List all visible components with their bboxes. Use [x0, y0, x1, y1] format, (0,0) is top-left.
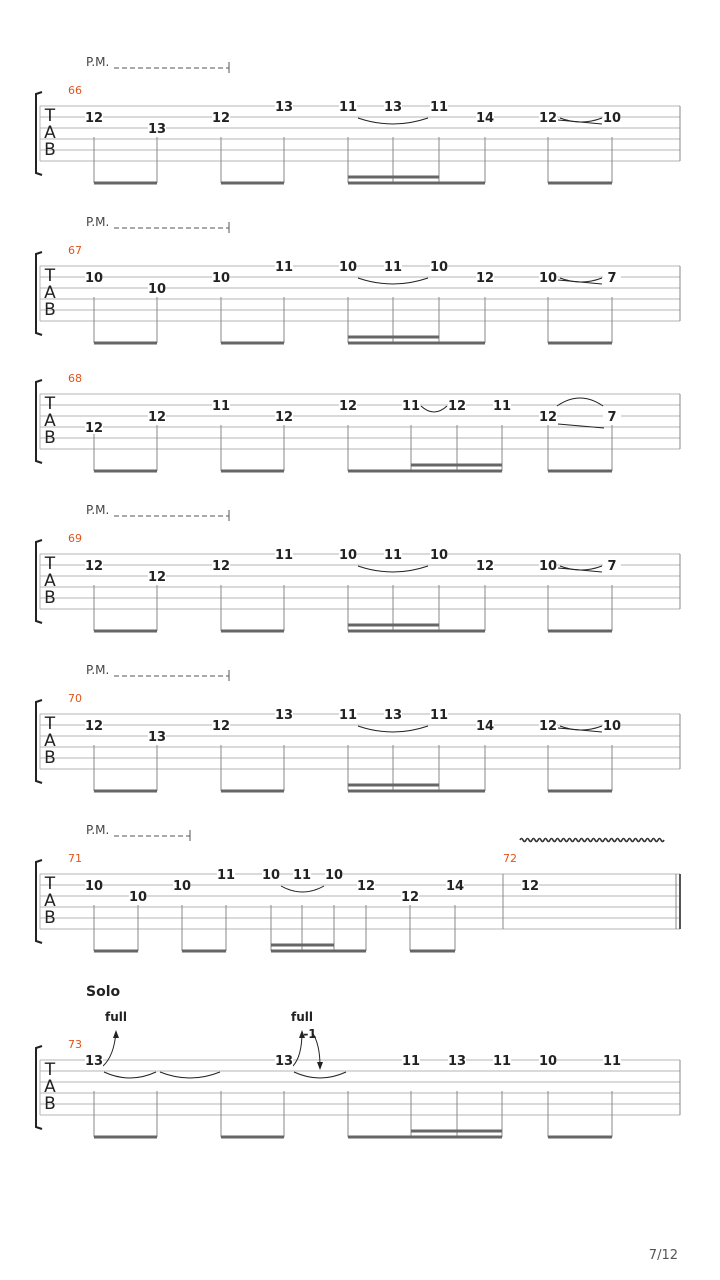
slur	[560, 278, 602, 282]
fret-number: 10	[338, 260, 358, 275]
fret-number: 12	[538, 410, 558, 425]
fret-number: 10	[538, 1054, 558, 1069]
fret-number: 11	[292, 868, 312, 883]
fret-number: 12	[147, 570, 167, 585]
fret-number: 11	[383, 548, 403, 563]
fret-number: 12	[475, 271, 495, 286]
tab-clef-letter: B	[44, 1094, 56, 1114]
tab-clef-letter: B	[44, 428, 56, 448]
fret-number: 11	[602, 1054, 622, 1069]
fret-number: 10	[429, 548, 449, 563]
tab-clef-letter: T	[44, 394, 56, 414]
tab-clef-letter: B	[44, 140, 56, 160]
fret-number: 13	[84, 1054, 104, 1069]
slur	[358, 726, 428, 732]
fret-number: 14	[475, 719, 495, 734]
system-bracket	[36, 540, 42, 623]
fret-number: 12	[475, 559, 495, 574]
fret-number: 10	[172, 879, 192, 894]
fret-number: 13	[147, 122, 167, 137]
fret-number: 13	[274, 708, 294, 723]
fret-number: 10	[211, 271, 231, 286]
fret-number: 12	[338, 399, 358, 414]
palm-mute-label: P.M.	[86, 823, 110, 837]
bend-arrowhead	[113, 1030, 119, 1038]
system-bracket	[36, 1046, 42, 1129]
slur	[421, 406, 447, 412]
fret-number: 10	[324, 868, 344, 883]
slur	[358, 278, 428, 284]
bend-label: full	[105, 1010, 127, 1024]
fret-number: 12	[84, 559, 104, 574]
system-bracket	[36, 380, 42, 463]
fret-number: 11	[338, 100, 358, 115]
fret-number: 12	[84, 719, 104, 734]
system-bracket	[36, 700, 42, 783]
tab-clef-letter: A	[44, 411, 56, 431]
measure-number: 66	[68, 84, 82, 97]
tab-clef-letter: B	[44, 748, 56, 768]
fret-number: 10	[538, 271, 558, 286]
fret-number: 12	[211, 559, 231, 574]
tab-clef-letter: B	[44, 588, 56, 608]
fret-number: 12	[538, 719, 558, 734]
fret-number: 11	[492, 399, 512, 414]
tab-clef-letter: T	[44, 874, 56, 894]
fret-number: 12	[520, 879, 540, 894]
fret-number: 10	[602, 111, 622, 126]
fret-number: 12	[538, 111, 558, 126]
fret-number: 10	[429, 260, 449, 275]
tab-clef-letter: A	[44, 731, 56, 751]
fret-number: 12	[84, 421, 104, 436]
fret-number: 10	[147, 282, 167, 297]
slur	[104, 1072, 156, 1078]
fret-number: 14	[475, 111, 495, 126]
measure-number: 67	[68, 244, 82, 257]
fret-number: 11	[429, 708, 449, 723]
system-bracket	[36, 92, 42, 175]
tab-clef-letter: A	[44, 891, 56, 911]
fret-number: 13	[383, 708, 403, 723]
tab-clef-letter: A	[44, 283, 56, 303]
measure-number: 73	[68, 1038, 82, 1051]
slur	[294, 1072, 346, 1078]
fret-number: 10	[84, 271, 104, 286]
fret-number: 11	[383, 260, 403, 275]
release-arrowhead	[317, 1062, 323, 1070]
fret-number: 10	[338, 548, 358, 563]
fret-number: 13	[447, 1054, 467, 1069]
fret-number: 11	[211, 399, 231, 414]
palm-mute-label: P.M.	[86, 503, 110, 517]
slur	[358, 118, 428, 124]
fret-number: 7	[607, 271, 617, 286]
fret-number: 11	[338, 708, 358, 723]
system-bracket	[36, 252, 42, 335]
slur	[560, 118, 602, 122]
fret-number: 11	[429, 100, 449, 115]
fret-number: 10	[128, 890, 148, 905]
fret-number: 11	[274, 260, 294, 275]
tab-clef-letter: T	[44, 266, 56, 286]
fret-number: 11	[274, 548, 294, 563]
fret-number: 10	[538, 559, 558, 574]
fret-number: 12	[211, 719, 231, 734]
measure-number: 69	[68, 532, 82, 545]
palm-mute-label: P.M.	[86, 55, 110, 69]
tab-clef-letter: A	[44, 1077, 56, 1097]
fret-number: 10	[84, 879, 104, 894]
tab-clef-letter: A	[44, 123, 56, 143]
fret-number: 11	[216, 868, 236, 883]
fret-number: 10	[602, 719, 622, 734]
fret-number: 12	[274, 410, 294, 425]
tab-clef-letter: T	[44, 106, 56, 126]
fret-number: 10	[261, 868, 281, 883]
fret-number: 12	[400, 890, 420, 905]
fret-number: 13	[274, 100, 294, 115]
fret-number: 14	[445, 879, 465, 894]
palm-mute-label: P.M.	[86, 663, 110, 677]
measure-number: 70	[68, 692, 82, 705]
tab-clef-letter: T	[44, 714, 56, 734]
slur	[560, 726, 602, 730]
tab-clef-letter: T	[44, 554, 56, 574]
fret-number: 12	[356, 879, 376, 894]
fret-number: 7	[607, 559, 617, 574]
tab-clef-letter: T	[44, 1060, 56, 1080]
measure-number: 71	[68, 852, 82, 865]
fret-number: 13	[383, 100, 403, 115]
fret-number: 13	[147, 730, 167, 745]
measure-number: 68	[68, 372, 82, 385]
system-bracket	[36, 860, 42, 943]
palm-mute-label: P.M.	[86, 215, 110, 229]
slur	[358, 566, 428, 572]
fret-number: 7	[607, 410, 617, 425]
section-label: Solo	[86, 984, 121, 1000]
fret-number: 11	[492, 1054, 512, 1069]
bend-label: full	[291, 1010, 313, 1024]
fret-number: 12	[211, 111, 231, 126]
slur	[160, 1072, 220, 1078]
tab-clef-letter: B	[44, 300, 56, 320]
vibrato-line	[520, 839, 664, 842]
tab-clef-letter: B	[44, 908, 56, 928]
release-label: -1	[303, 1027, 317, 1041]
fret-number: 11	[401, 1054, 421, 1069]
fret-number: 12	[147, 410, 167, 425]
fret-number: 13	[274, 1054, 294, 1069]
fret-number: 12	[84, 111, 104, 126]
tab-clef-letter: A	[44, 571, 56, 591]
slur	[281, 886, 324, 892]
fret-number: 11	[401, 399, 421, 414]
fret-number: 12	[447, 399, 467, 414]
measure-number: 72	[503, 852, 517, 865]
slur	[560, 566, 602, 570]
page-number: 7/12	[648, 1248, 678, 1263]
